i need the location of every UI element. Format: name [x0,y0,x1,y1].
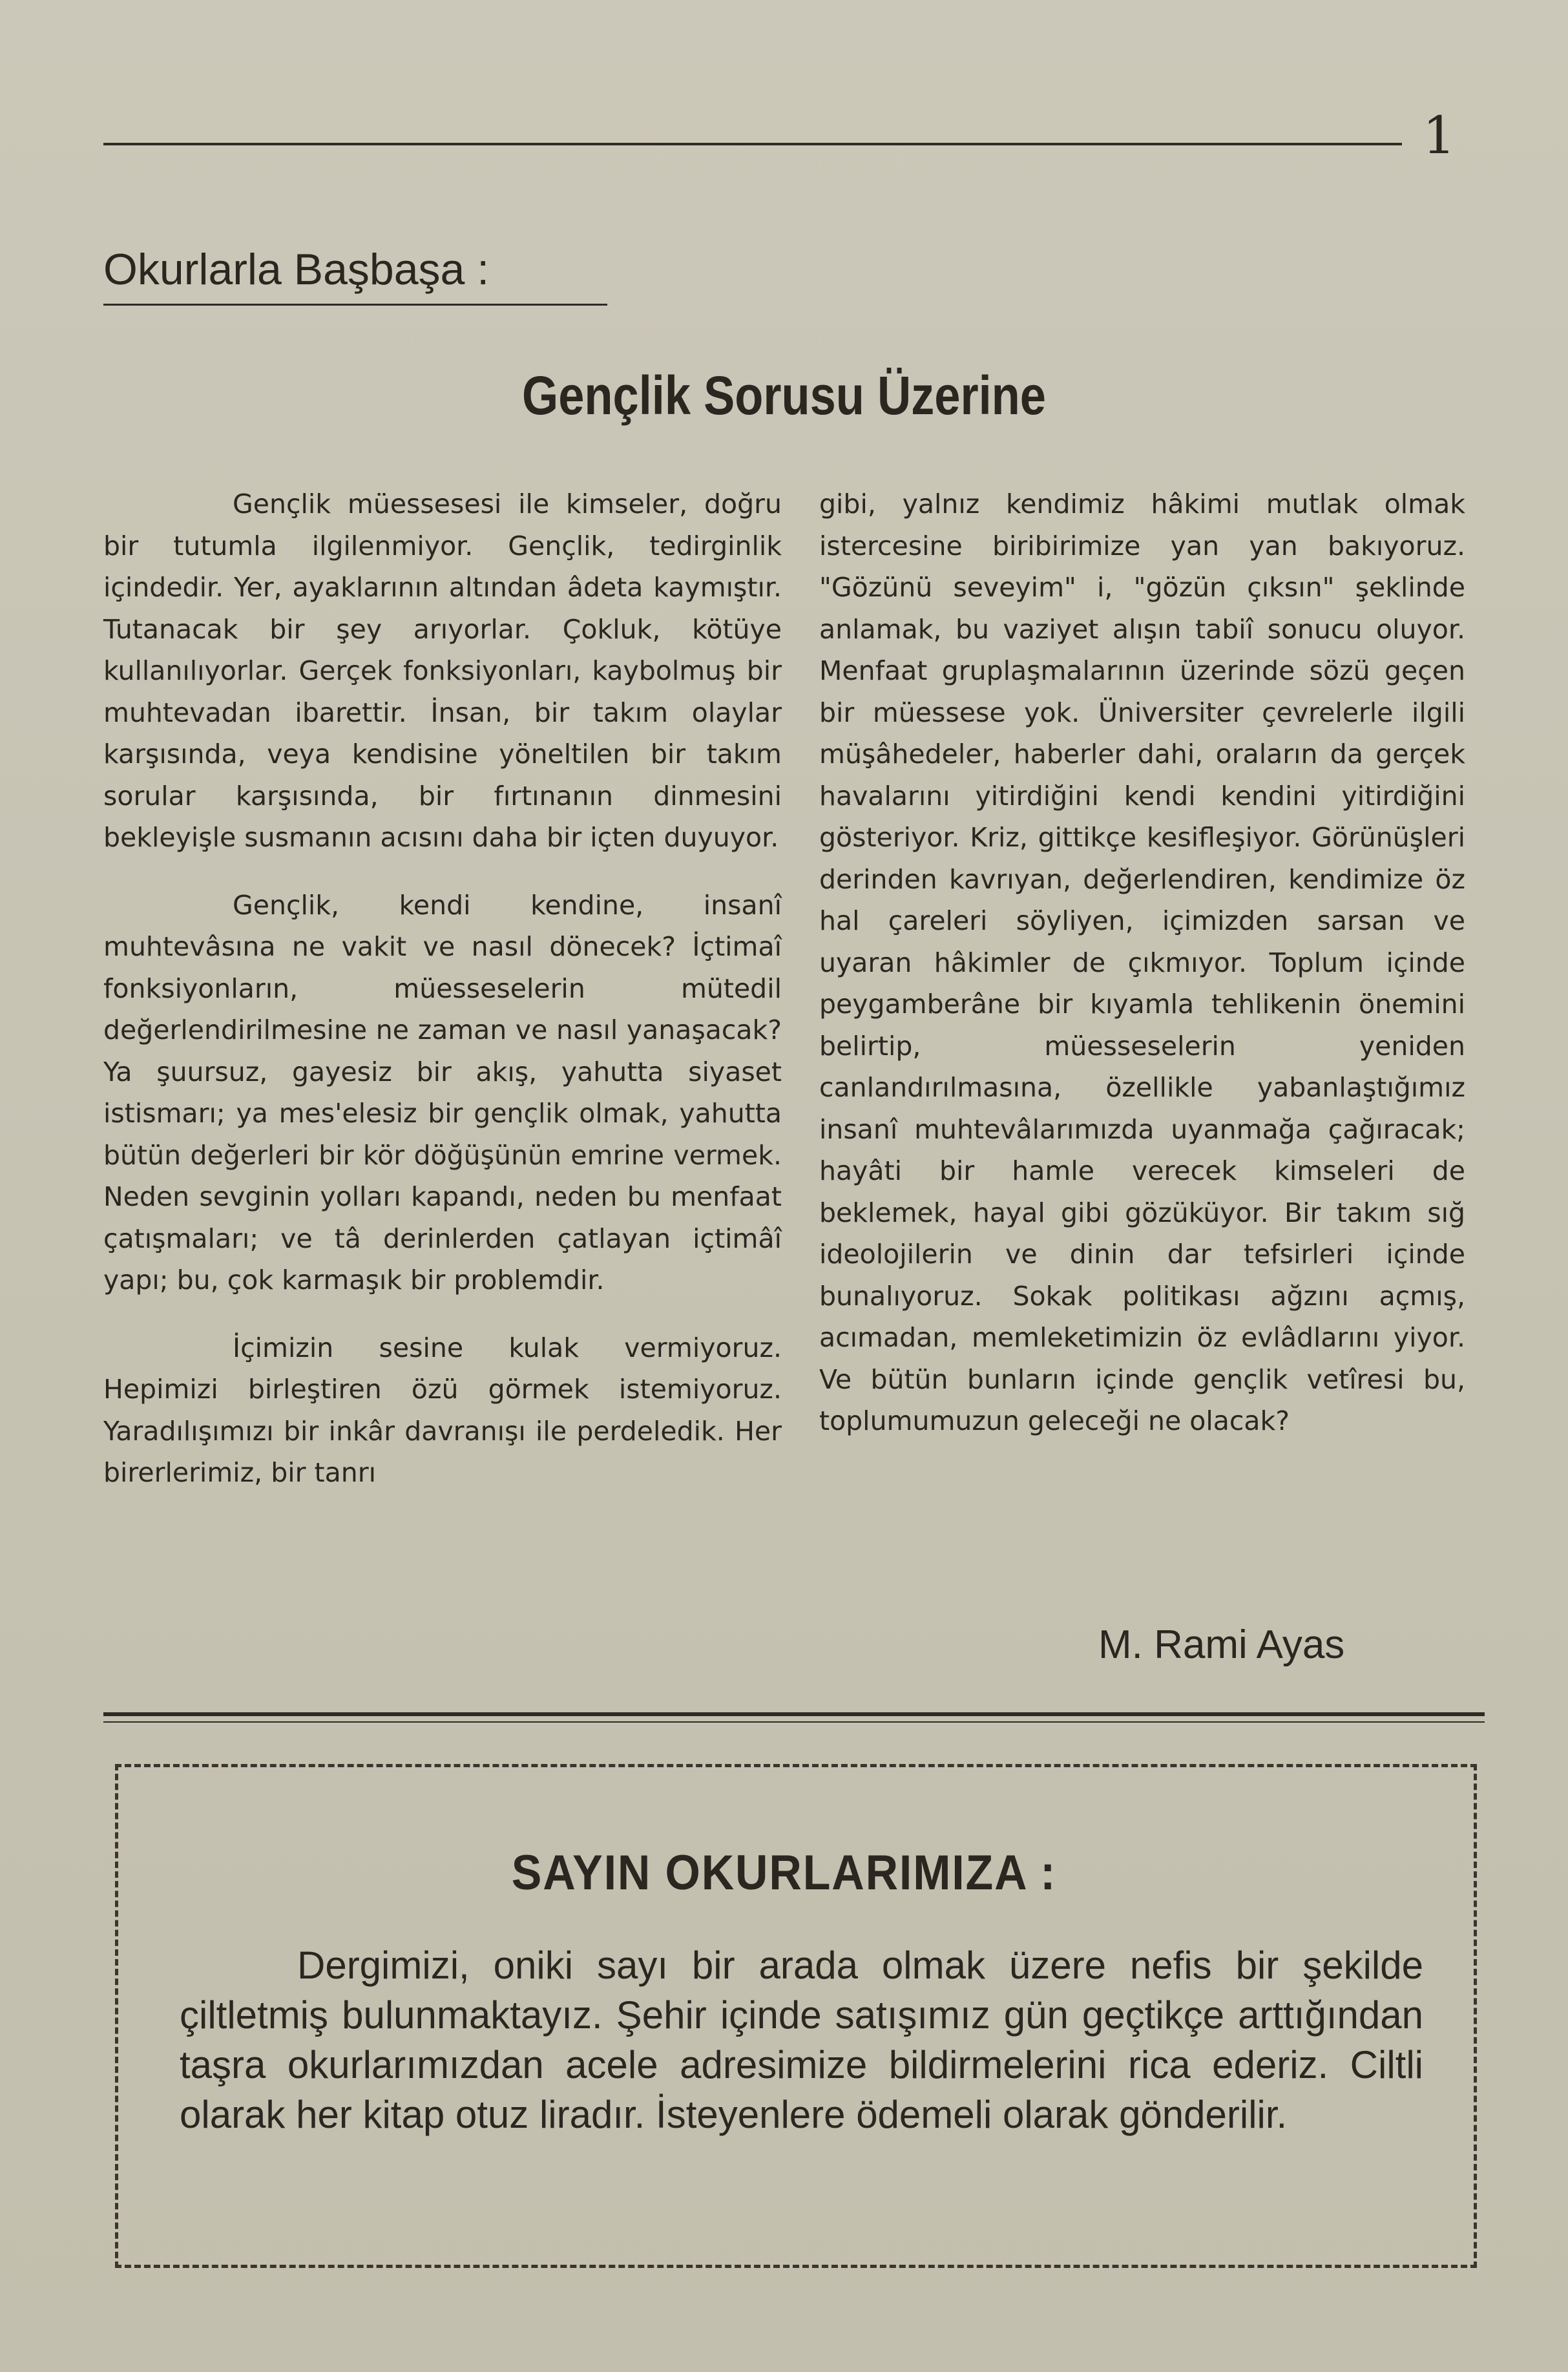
paragraph: gibi, yalnız kendimiz hâkimi mutlak olmak istercesine biribirimize yan yan bakıyoruz. "Gözünü seveyim" i, "gözün çıksın" şeklinde anlamak, bu vaziyet alışın tabiî sonucu oluyor. Menfaat gruplaşmalarının üzerinde sözü geçen bir müessese yok. Üniversiter çevrelerle ilgili müşâhedeler, haberler dahi, oraların da gerçek havalarını yitirdiğini kendi kendini yitirdiğini gösteriyor. Kriz, gittikçe kesifleşiyor. Görünüşleri derinden kavrıyan, değerlendiren, kendimize öz hal çareleri söyliyen, içimizden sarsan ve uyaran hâkimler de çıkmıyor. Toplum içinde peygamberâne bir kıyamla tehlikenin önemini belirtip, müesseselerin yeniden canlandırılmasına, özellikle yabanlaştığımız insanî muhtevâlarımızda uyanmağa çağıracak; hayâti bir hamle verecek kimseleri de beklemek, hayal gibi gözüküyor. Bir takım sığ ideolojilerin ve dinin dar tefsirleri içinde bunalıyoruz. Sokak politikası ağzını açmış, acımadan, memleketimizin öz evlâdlarını yiyor. Ve bütün bunların içinde gençlik vetîresi bu, toplumumuzun geleceği ne olacak? [819,488,1465,1436]
article-right-column [819,483,1465,1442]
article-title: Gençlik Sorusu Üzerine [522,365,1046,426]
section-rule [103,304,607,306]
article-author: M. Rami Ayas [1098,1622,1345,1667]
paragraph: İçimizin sesine kulak vermiyoruz. Hepimizi birleştiren özü görmek istemiyoruz. Yaradılışımızı bir inkâr davranışı ile perdeledik. Her birerlerimiz, bir tanrı [103,1332,782,1488]
paragraph: Gençlik, kendi kendine, insanî muhtevâsına ne vakit ve nasıl dönecek? İçtimaî fonksiyonların, müesseselerin mütedil değerlendirilmesine ne zaman ve nasıl yanaşacak? Ya şuursuz, gayesiz bir akış, yahutta siyaset istismarı; ya mes'elesiz bir gençlik olmak, yahutta bütün değerleri bir kör döğüşünün emrine vermek. Neden sevginin yolları kapandı, neden bu menfaat çatışmaları; ve tâ derinlerden çatlayan içtimâî yapı; bu, çok karmaşık bir problemdir. [103,889,782,1296]
article-left-column [103,483,782,1494]
notice-body: Dergimizi, oniki sayı bir arada olmak üzere nefis bir şekilde çiltletmiş bulunmaktayız. Şehir içinde satışımız gün geçtikçe arttığından taşra okurlarımızdan acele adresimize bildirmelerini rica ederiz. Ciltli olarak her kitap otuz liradır. İsteyenlere ödemeli olarak gönderilir. [180,1944,1423,2136]
separator-rule [103,1721,1485,1723]
section-label: Okurlarla Başbaşa : [103,245,490,294]
notice-title: SAYIN OKURLARIMIZA : [511,1845,1057,1900]
top-rule [103,143,1402,145]
paragraph: Gençlik müessesesi ile kimseler, doğru bir tutumla ilgilenmiyor. Gençlik, tedirginlik içindedir. Yer, ayaklarının altından âdeta kaymıştır. Tutanacak bir şey arıyorlar. Çokluk, kötüye kullanılıyorlar. Gerçek fonksiyonları, kaybolmuş bir muhtevadan ibarettir. İnsan, bir takım olaylar karşısında, veya kendisine yöneltilen bir takım sorular karşısında, bir fırtınanın dinmesini bekleyişle susmanın acısını daha bir içten duyuyor. [103,488,782,853]
page-number: 1 [1423,105,1456,165]
separator-rule [103,1712,1485,1716]
